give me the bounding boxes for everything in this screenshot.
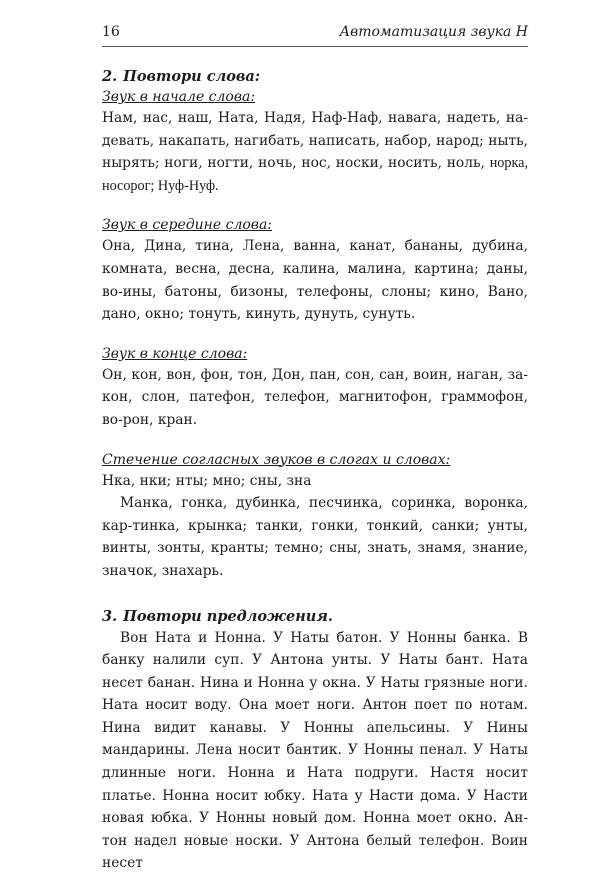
sentences-text: Вон Ната и Нонна. У Наты батон. У Нонны банка. В банку налили суп. У Антона унты. У Наты бант. Ната несет банан. Нина и Нонна у окна. У Наты грязные ноги. Ната носит воду. Она моет ноги. Антон поет по нотам. Нина видит канавы. У Нонны апельсины. У Нины мандарины. Лена носит бантик. У Нонны пенал. У Наты длинные ноги. Нонна и Ната подруги. Настя носит платье. Нонна носит юбку. Ната у Насти дома. У Насти новая юбка. У Нонны новый дом. Нонна моет окно. Ан-тон надел новые носки. У Антона белый телефон. Воин несет — [102, 627, 528, 875]
word-list-initial-bold: норка, носорог; Нуф-Нуф. — [102, 155, 528, 194]
subsection-initial — [102, 87, 528, 197]
page-content — [102, 55, 528, 875]
subheading-initial: Звук в начале слова: — [102, 87, 528, 107]
word-list-middle: Она, Дина, тина, Лена, ванна, канат, бананы, дубина, комната, весна, десна, калина, малина, картина; даны, во-ины, батоны, бизоны, телефоны, слоны; кино, Вано, дано, окно; тонуть, кинуть, дунуть, сунуть. — [102, 235, 528, 325]
subheading-middle: Звук в середине слова: — [102, 215, 528, 235]
section-2-heading — [102, 67, 528, 87]
subsection-clusters — [102, 450, 528, 583]
section-2-title: Повтори слова: — [123, 68, 260, 85]
syllable-list: Нка, нки; нты; мно; сны, зна — [102, 470, 528, 493]
subheading-final: Звук в конце слова: — [102, 344, 528, 364]
section-3-heading — [102, 607, 528, 627]
running-head: Автоматизация звука Н — [340, 24, 528, 40]
page-header — [102, 24, 528, 47]
subsection-final — [102, 344, 528, 432]
word-list-initial — [102, 107, 528, 197]
section-2-number: 2. — [102, 68, 117, 85]
word-list-clusters: Манка, гонка, дубинка, песчинка, соринка, воронка, кар-тинка, крынка; танки, гонки, тонкий, санки; унты, винты, зонты, кранты; темно; сны, знать, знамя, знание, значок, знахарь. — [102, 492, 528, 582]
subsection-middle — [102, 215, 528, 325]
subheading-clusters: Стечение согласных звуков в слогах и словах: — [102, 450, 528, 470]
section-3-title: Повтори предложения. — [123, 608, 333, 625]
word-list-initial-text: Нам, нас, наш, Ната, Надя, Наф-Наф, навага, надеть, на-девать, накапать, нагибать, написать, набор, народ; ныть, нырять; ноги, ногти, ночь, нос, носки, носить, ноль, — [102, 110, 528, 171]
section-3-number: 3. — [102, 608, 117, 625]
page-number: 16 — [102, 24, 120, 40]
word-list-final: Он, кон, вон, фон, тон, Дон, пан, сон, сан, воин, наган, за-кон, слон, патефон, телефон, магнитофон, граммофон, во-рон, кран. — [102, 364, 528, 432]
